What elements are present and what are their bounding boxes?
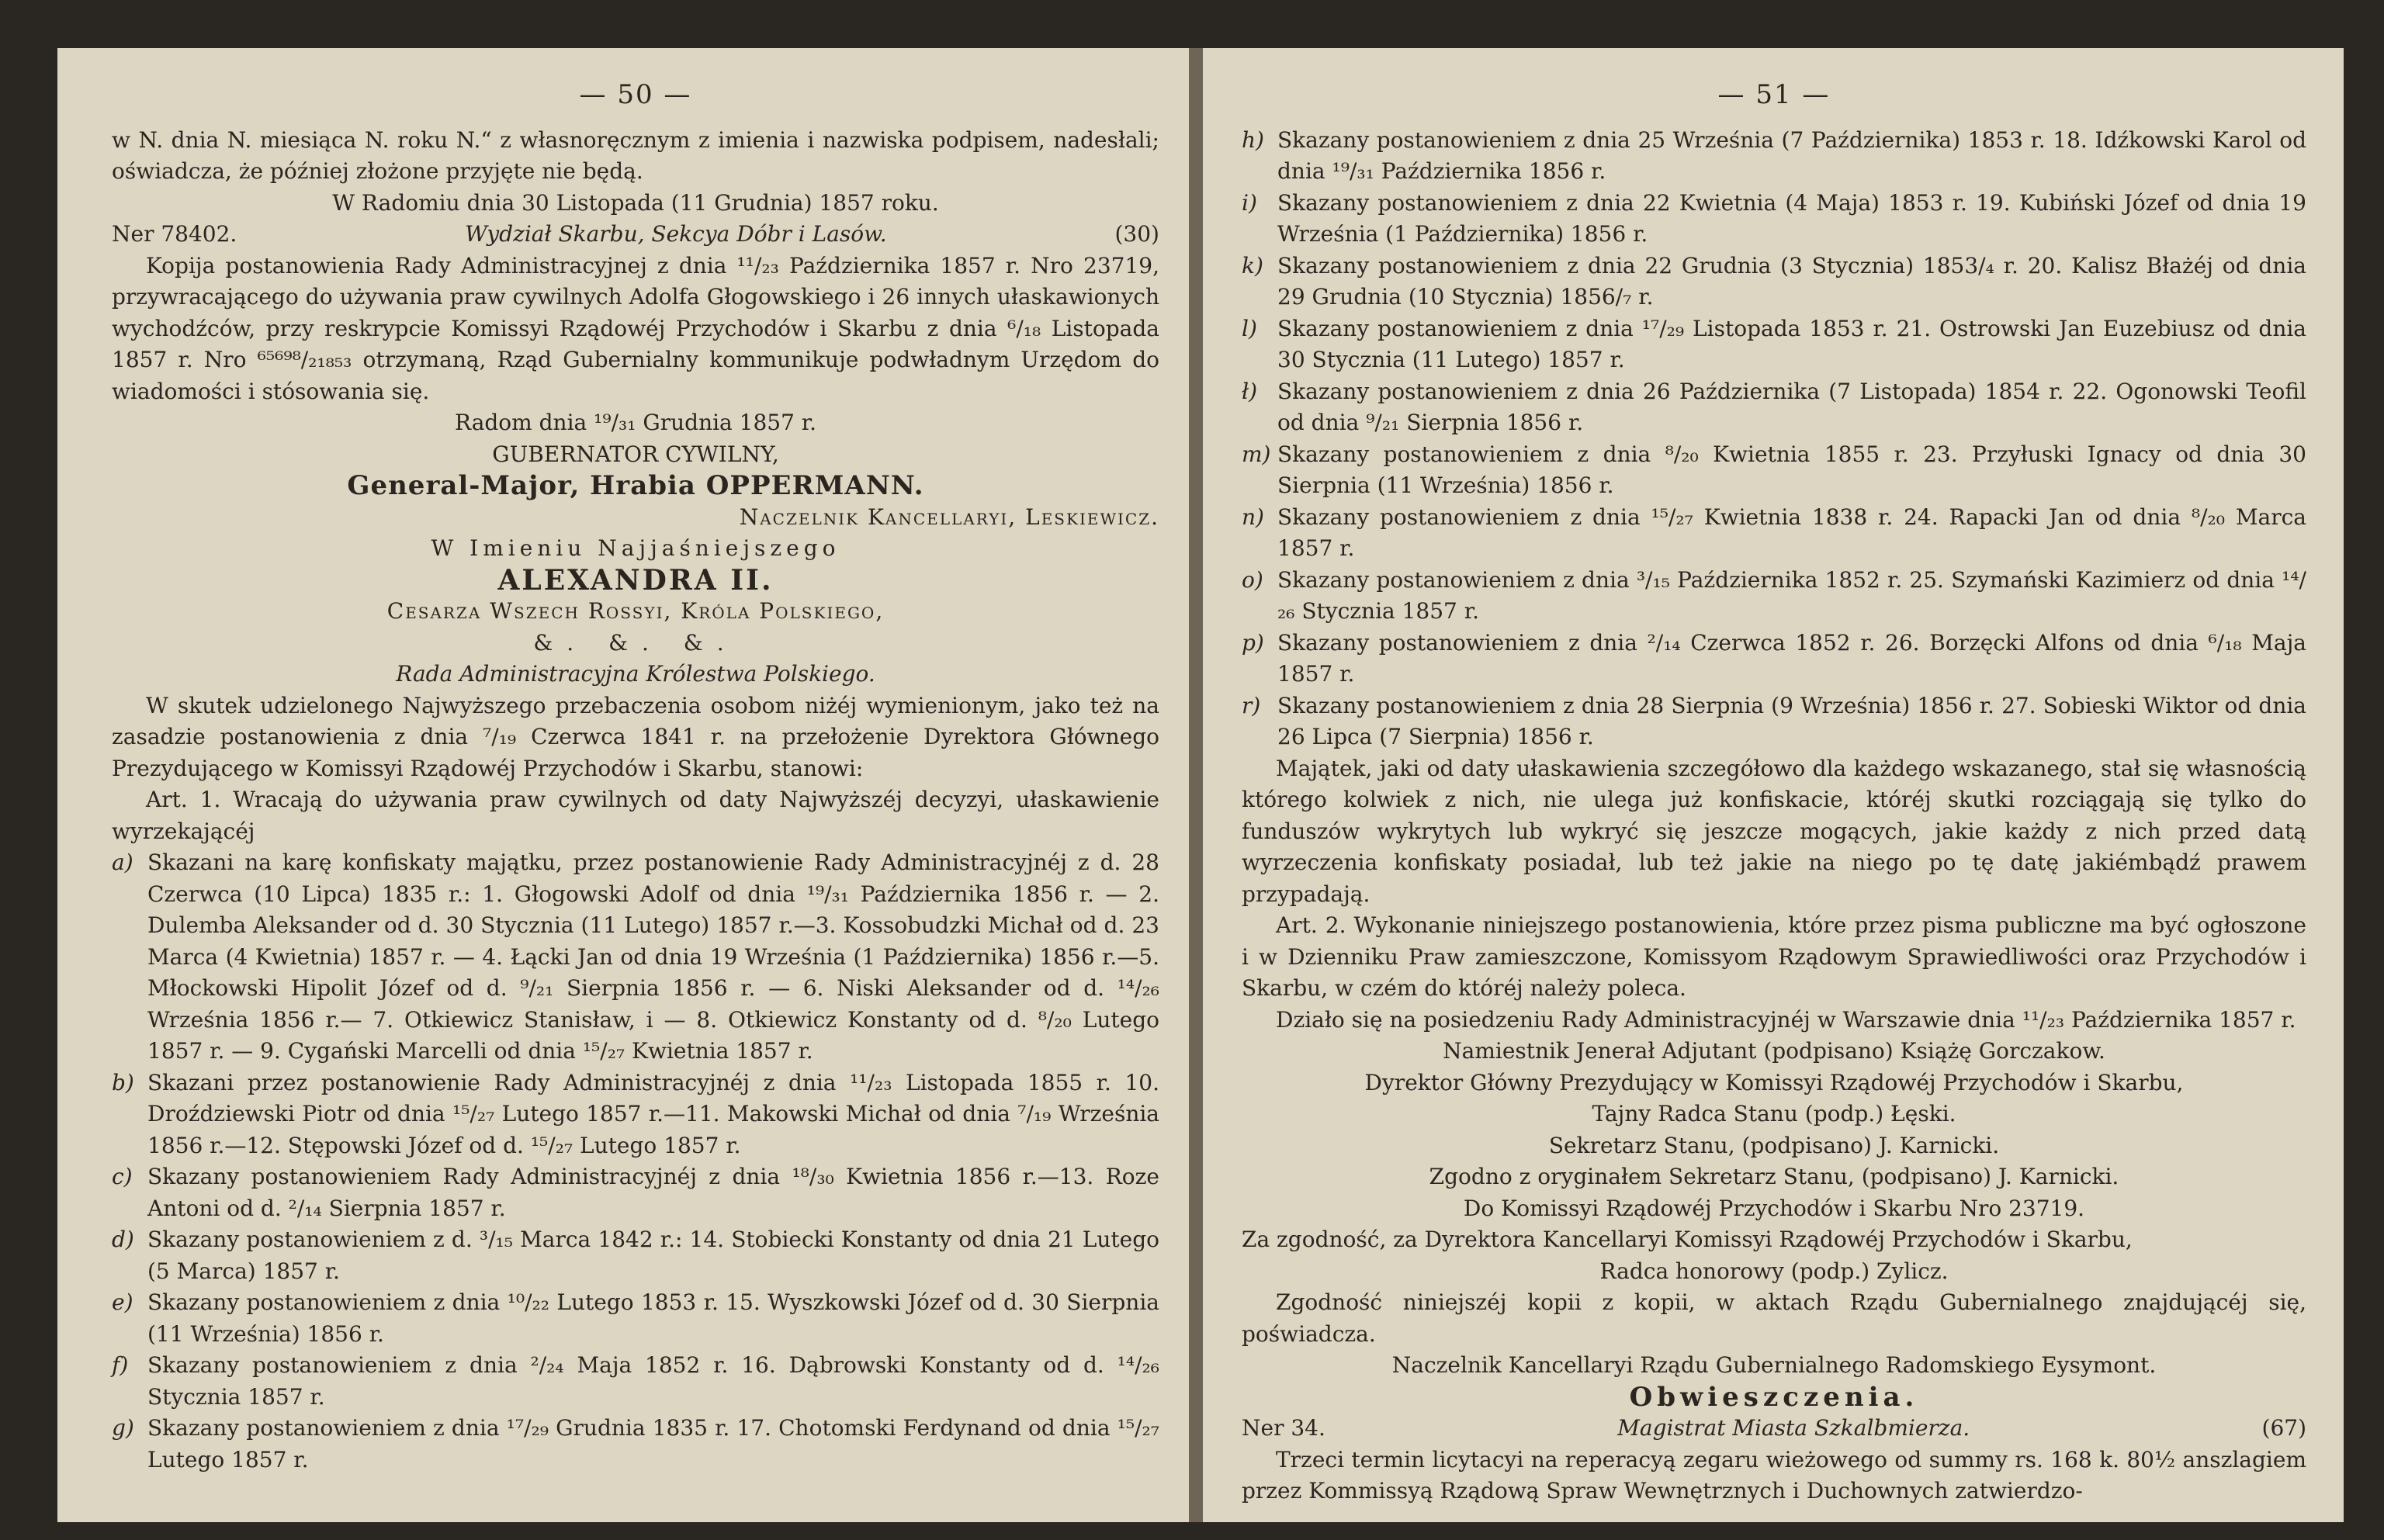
date-line: Radom dnia ¹⁹/₃₁ Grudnia 1857 r. bbox=[454, 410, 817, 435]
section-header bbox=[1242, 1413, 2306, 1445]
signature-line: Radca honorowy (podp.) Zylicz. bbox=[1599, 1258, 1949, 1284]
list-item: b) Skazani przez postanowienie Rady Administracyjnéj z dnia ¹¹/₂₃ Listopada 1855 r. 10. Droździewski Piotr od dnia ¹⁵/₂₇ Lutego 1857 r.—11. Makowski Michał od dnia ⁷/₁₉ Września 1856 r.—12. Stępowski Józef od d. ¹⁵/₂₇ Lutego 1857 r. bbox=[112, 1069, 1159, 1158]
page-number: — 50 — bbox=[579, 79, 692, 110]
list-item: d) Skazany postanowieniem z d. ³/₁₅ Marca 1842 r.: 14. Stobiecki Konstanty od dnia 21 Lutego (5 Marca) 1857 r. bbox=[112, 1227, 1159, 1284]
list-item: g) Skazany postanowieniem z dnia ¹⁷/₂₉ Grudnia 1835 r. 17. Chotomski Ferdynand od dnia ¹⁵/₂₇ Lutego 1857 r. bbox=[112, 1415, 1159, 1473]
paragraph: w N. dnia N. miesiąca N. roku N.“ z własnoręcznym z imienia i nazwiska podpisem, nadesłali; oświadcza, że później złożone przyjęte nie będą. bbox=[112, 126, 1159, 184]
list-item: m) Skazany postanowieniem z dnia ⁸/₂₀ Kwietnia 1855 r. 23. Przyłuski Ignacy od dnia 30 Sierpnia (11 Września) 1856 r. bbox=[1242, 441, 2306, 498]
list-item: a) Skazani na karę konfiskaty majątku, przez postanowienie Rady Administracyjnéj z d. 28 Czerwca (10 Lipca) 1835 r.: 1. Głogowski Adolf od dnia ¹⁹/₃₁ Października 1856 r. — 2. Dulemba Aleksander od d. 30 Stycznia (11 Lutego) 1857 r.—3. Kossobudzki Michał od d. 23 Marca (4 Kwietnia) 1857 r. — 4. Łącki Jan od dnia 19 Września (1 Października) 1856 r.—5. Młockowski Hipolit Józef od d. ⁹/₂₁ Sierpnia 1856 r. — 6. Niski Aleksander od d. ¹⁴/₂₆ Września 1856 r.— 7. Otkiewicz Stanisław, i — 8. Otkiewicz Konstanty od d. ⁸/₂₀ Lutego 1857 r. — 9. Cygański Marcelli od dnia ¹⁵/₂₇ Kwietnia 1857 r. bbox=[112, 850, 1159, 1064]
signature-line: Za zgodność, za Dyrektora Kancellaryi Komissyi Rządowéj Przychodów i Skarbu, bbox=[1242, 1227, 2133, 1252]
paragraph: W Radomiu dnia 30 Listopada (11 Grudnia) 1857 roku. bbox=[332, 189, 939, 216]
paragraph: Trzeci termin licytacyi na reperacyą zegaru wieżowego od summy rs. 168 k. 80½ anszlagiem przez Kommissyą Rządową Spraw Wewnętrznych i Duchownych zatwierdzo- bbox=[1242, 1446, 2306, 1504]
item-number: (67) bbox=[2261, 1415, 2306, 1441]
signature-line: Naczelnik Kancellaryi Rządu Gubernialnego Radomskiego Eysymont. bbox=[1391, 1352, 2157, 1378]
paragraph: Zgodność niniejszéj kopii z kopii, w aktach Rządu Gubernialnego znajdującéj się, poświadcza. bbox=[1242, 1289, 2306, 1347]
article-2: Art. 2. Wykonanie niniejszego postanowienia, które przez pisma publiczne ma być ogłoszone i w Dzienniku Praw zamieszczone, Komissyom Rządowym Sprawiedliwości oraz Przychodów i Skarbu, w czém do któréj należy poleca. bbox=[1242, 912, 2306, 1001]
announcements-heading: Obwieszczenia. bbox=[1629, 1381, 1919, 1413]
imperial-heading: W Imieniu Najjaśniejszego bbox=[431, 535, 840, 561]
page-number: — 51 — bbox=[1717, 79, 1831, 110]
article-1: Art. 1. Wracają do używania praw cywilnych od daty Najwyższéj decyzyi, ułaskawienie wyrzekającéj bbox=[112, 787, 1159, 844]
list-item: k) Skazany postanowieniem z dnia 22 Grudnia (3 Stycznia) 1853/₄ r. 20. Kalisz Błażéj od dnia 29 Grudnia (10 Stycznia) 1856/₇ r. bbox=[1242, 252, 2306, 310]
list-item: p) Skazany postanowieniem z dnia ²/₁₄ Czerwca 1852 r. 26. Borzęcki Alfons od dnia ⁶/₁₈ Maja 1857 r. bbox=[1242, 629, 2306, 687]
emperor-name: ALEXANDRA II. bbox=[497, 563, 774, 597]
etc-line: &. &. &. bbox=[533, 629, 738, 656]
list-item: i) Skazany postanowieniem z dnia 22 Kwietnia (4 Maja) 1853 r. 19. Kubiński Józef od dnia 19 Września (1 Października) 1856 r. bbox=[1242, 189, 2306, 247]
paragraph: Działo się na posiedzeniu Rady Administracyjnéj w Warszawie dnia ¹¹/₂₃ Października 1857 r. bbox=[1276, 1006, 2296, 1033]
list-item: o) Skazany postanowieniem z dnia ³/₁₅ Października 1852 r. 25. Szymański Kazimierz od dnia ¹⁴/₂₆ Stycznia 1857 r. bbox=[1242, 566, 2306, 624]
section-header bbox=[112, 219, 1159, 251]
signature-line: Sekretarz Stanu, (podpisano) J. Karnicki. bbox=[1548, 1132, 2000, 1158]
left-page bbox=[57, 48, 1189, 1522]
list-item: h) Skazany postanowieniem z dnia 25 Września (7 Października) 1853 r. 18. Idźkowski Karol od dnia ¹⁹/₃₁ Października 1856 r. bbox=[1242, 126, 2306, 184]
list-item: ł) Skazany postanowieniem z dnia 26 Października (7 Listopada) 1854 r. 22. Ogonowski Teofil od dnia ⁹/₂₁ Sierpnia 1856 r. bbox=[1242, 378, 2306, 435]
list-item: n) Skazany postanowieniem z dnia ¹⁵/₂₇ Kwietnia 1838 r. 24. Rapacki Jan od dnia ⁸/₂₀ Marca 1857 r. bbox=[1242, 504, 2306, 561]
paragraph: Kopija postanowienia Rady Administracyjnej z dnia ¹¹/₂₃ Października 1857 r. Nro 23719, przywracającego do używania praw cywilnych Adolfa Głogowskiego i 26 innych ułaskawionych wychodźców, przy reskrypcie Komissyi Rządowéj Przychodów i Skarbu z dnia ⁶/₁₈ Listopada 1857 r. Nro ⁶⁵⁶⁹⁸/₂₁₈₅₃ otrzymaną, Rząd Gubernialny kommunikuje podwładnym Urzędom do wiadomości i stósowania się. bbox=[112, 252, 1159, 404]
item-number: (30) bbox=[1114, 221, 1159, 247]
governor-title: GUBERNATOR CYWILNY, bbox=[492, 441, 779, 467]
section-title: Wydział Skarbu, Sekcya Dóbr i Lasów. bbox=[465, 221, 887, 247]
signature-line: Namiestnik Jenerał Adjutant (podpisano) Książę Gorczakow. bbox=[1443, 1038, 2105, 1064]
council-name: Rada Administracyjna Królestwa Polskiego. bbox=[396, 661, 875, 687]
section-title: Magistrat Miasta Szkalbmierza. bbox=[1617, 1415, 1970, 1441]
list-item: f) Skazany postanowieniem z dnia ²/₂₄ Maja 1852 r. 16. Dąbrowski Konstanty od d. ¹⁴/₂₆ Stycznia 1857 r. bbox=[112, 1352, 1159, 1410]
list-item: l) Skazany postanowieniem z dnia ¹⁷/₂₉ Listopada 1853 r. 21. Ostrowski Jan Euzebiusz od dnia 30 Stycznia (11 Lutego) 1857 r. bbox=[1242, 315, 2306, 372]
paragraph: W skutek udzielonego Najwyższego przebaczenia osobom niżéj wymienionym, jako też na zasadzie postanowienia z dnia ⁷/₁₉ Czerwca 1841 r. na przełożenie Dyrektora Głównego Prezydującego w Komissyi Rządowéj Przychodów i Skarbu, stanowi: bbox=[112, 692, 1159, 781]
list-item: c) Skazany postanowieniem Rady Administracyjnéj z dnia ¹⁸/₃₀ Kwietnia 1856 r.—13. Roze Antoni od d. ²/₁₄ Sierpnia 1857 r. bbox=[112, 1164, 1159, 1221]
right-page bbox=[1203, 48, 2344, 1522]
chancellery-head: Naczelnik Kancellaryi, Leskiewicz. bbox=[739, 504, 1159, 530]
signature-line: Zgodno z oryginałem Sekretarz Stanu, (podpisano) J. Karnicki. bbox=[1429, 1164, 2119, 1189]
emperor-titles: Cesarza Wszech Rossyi, Króla Polskiego, bbox=[386, 598, 885, 624]
paragraph: Majątek, jaki od daty ułaskawienia szczegółowo dla każdego wskazanego, stał się własnością którego kolwiek z nich, nie ulega już konfiskacie, któréj skutki rozciągają się tylko do funduszów wykrytych lub wykryć się jeszcze mogących, jakie każdy z nich przed datą wyrzeczenia konfiskaty posiadał, lub też jakie na niego po tę datę jakiémbądź prawem przypadają. bbox=[1242, 755, 2306, 907]
signature-line: Dyrektor Główny Prezydujący w Komissyi Rządowéj Przychodów i Skarbu, bbox=[1364, 1069, 2184, 1095]
book-gutter bbox=[1189, 48, 1203, 1522]
list-item: r) Skazany postanowieniem z dnia 28 Sierpnia (9 Września) 1856 r. 27. Sobieski Wiktor od dnia 26 Lipca (7 Sierpnia) 1856 r. bbox=[1242, 692, 2306, 749]
ner-number: Ner 34. bbox=[1242, 1415, 1325, 1441]
list-item: e) Skazany postanowieniem z dnia ¹⁰/₂₂ Lutego 1853 r. 15. Wyszkowski Józef od d. 30 Sierpnia (11 Września) 1856 r. bbox=[112, 1289, 1159, 1347]
signature-line: Do Komissyi Rządowéj Przychodów i Skarbu Nro 23719. bbox=[1463, 1195, 2085, 1221]
signature-line: Tajny Radca Stanu (podp.) Łęski. bbox=[1592, 1101, 1956, 1126]
ner-number: Ner 78402. bbox=[112, 221, 237, 247]
governor-name: General-Major, Hrabia OPPERMANN. bbox=[347, 470, 924, 501]
